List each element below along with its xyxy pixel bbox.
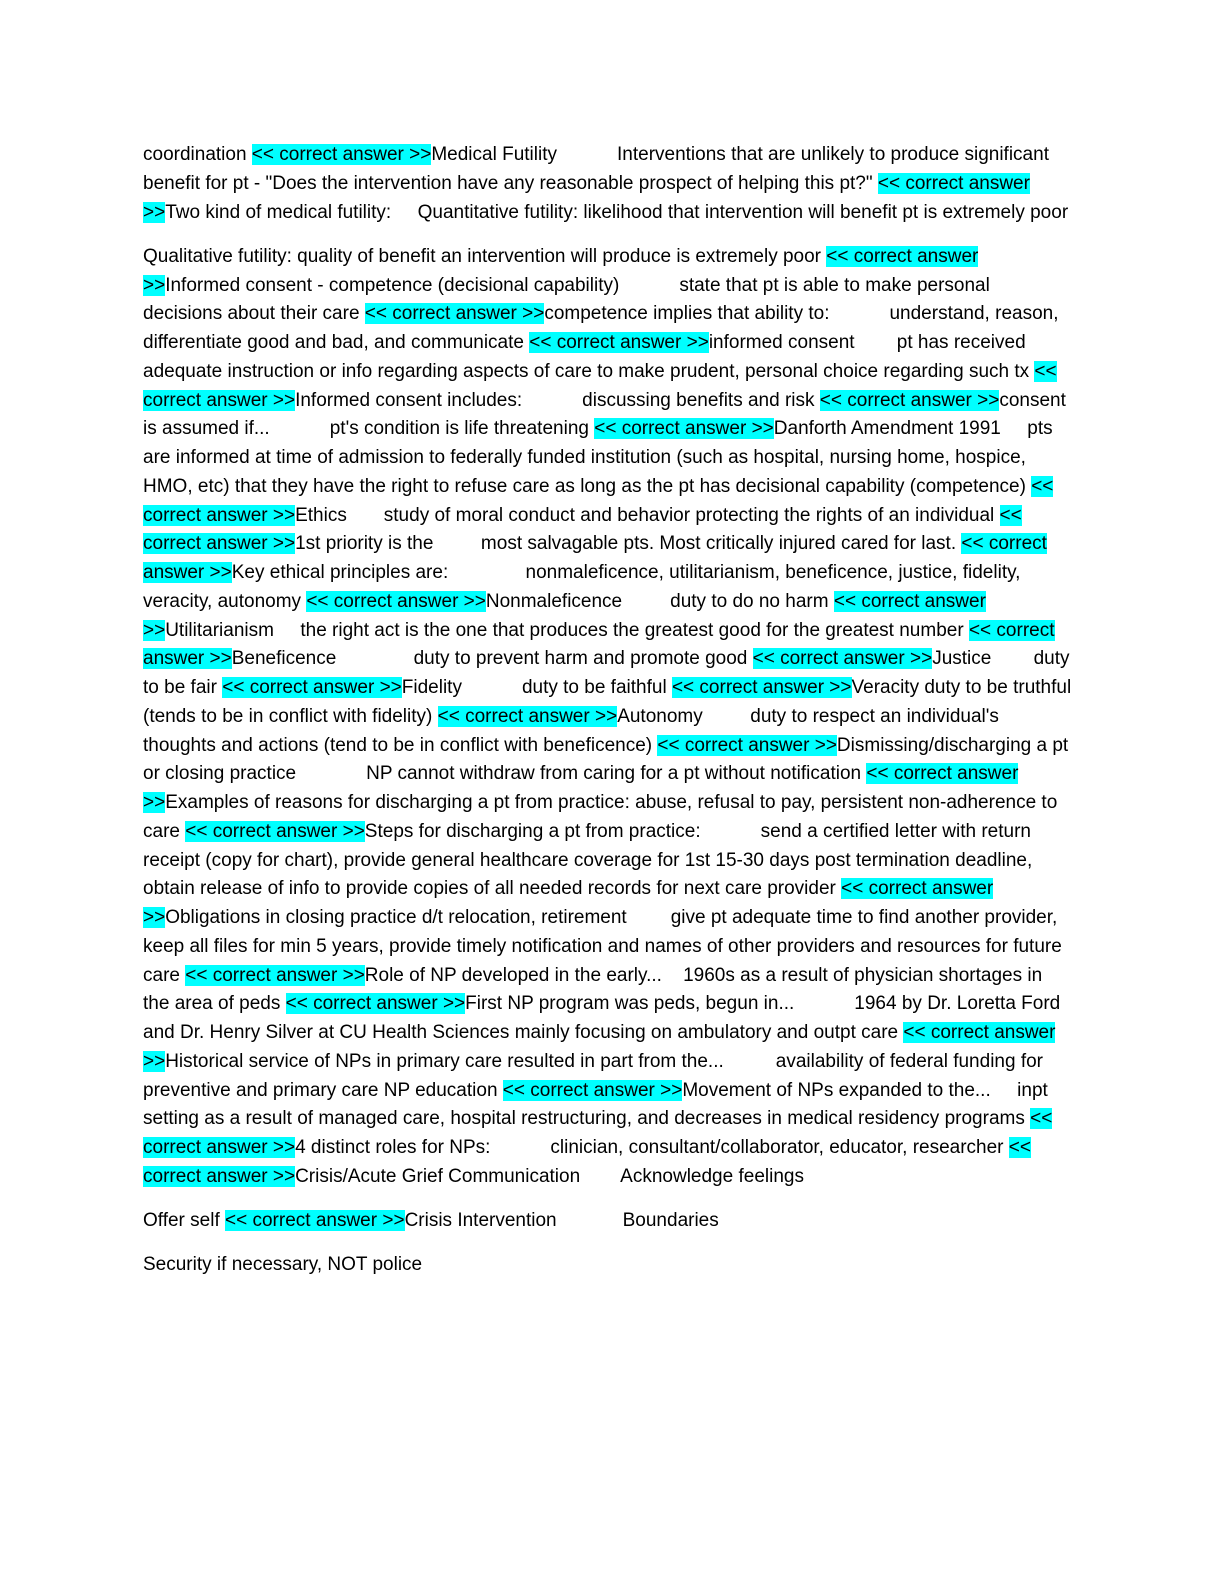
text: Movement of NPs expanded to the... (682, 1079, 991, 1101)
answer-highlight: << correct answer >> (225, 1210, 405, 1231)
answer-highlight: << correct answer >> (143, 172, 1030, 223)
text: Interventions that are unlikely to produce significant benefit for pt - "Does the intervention have any reasonable prospect of helping this pt?" (143, 144, 1049, 194)
answer-highlight: << correct answer >> (657, 734, 837, 756)
text: understand, reason, differentiate good and bad, and communicate (143, 303, 1059, 353)
text: 1964 by Dr. Loretta Ford and Dr. Henry Silver at CU Health Sciences mainly focusing on ambulatory and outpt care (143, 993, 1061, 1043)
document-page (143, 141, 1073, 1296)
answer-highlight: << correct answer >> (594, 418, 774, 440)
answer-highlight: << correct answer >> (222, 677, 402, 698)
text: send a certified letter with return receipt (copy for chart), provide general healthcare coverage for 1st 15-30 days post termination deadline, obtain release of info to provide copies of all needed records for next care provider (143, 820, 1033, 900)
text: Justice (932, 648, 992, 670)
answer-highlight: << correct answer >> (285, 993, 466, 1015)
text: Autonomy (617, 705, 703, 727)
text: availability of federal funding for preventive and primary care NP education (143, 1050, 1043, 1101)
answer-highlight: << correct answer >> (185, 964, 365, 986)
answer-highlight: << correct answer >> (529, 332, 709, 353)
text: state that pt is able to make personal decisions about their care (143, 274, 990, 325)
text: consent is assumed if... (143, 389, 1066, 440)
text: Security if necessary, NOT police (143, 1254, 423, 1276)
text: nonmaleficence, utilitarianism, beneficence, justice, fidelity, veracity, autonomy (143, 562, 1021, 612)
paragraph-1 (143, 141, 1073, 227)
text: pt has received adequate instruction or info regarding aspects of care to make prudent, personal choice regarding such tx (143, 332, 1035, 382)
answer-highlight: << correct answer >> (143, 504, 1022, 555)
text: give pt adequate time to find another provider, keep all files for min 5 years, provide timely notification and names of other providers and resources for future care (143, 907, 1062, 986)
text: 4 distinct roles for NPs: (295, 1137, 491, 1158)
text: Qualitative futility: quality of benefit an intervention will produce is extremely poor (143, 245, 827, 267)
text: duty to be fair (143, 648, 1070, 698)
answer-highlight: << correct answer >> (143, 475, 1054, 526)
text: pt's condition is life threatening (329, 418, 595, 440)
text: the right act is the one that produces the greatest good for the greatest number (300, 619, 969, 641)
text: Steps for discharging a pt from practice: (364, 820, 701, 842)
text: 1st priority is the (295, 533, 434, 555)
text: inpt setting as a result of managed care, hospital restructuring, and decreases in medical residency programs (143, 1079, 1048, 1130)
answer-highlight: << correct answer >> (143, 245, 979, 296)
text: Key ethical principles are: (231, 562, 449, 583)
answer-highlight: << correct answer >> (143, 533, 1047, 583)
answer-highlight: << correct answer >> (143, 360, 1057, 411)
paragraph-4 (143, 1251, 1073, 1280)
text: Role of NP developed in the early... (364, 964, 662, 986)
text: Danforth Amendment 1991 (773, 418, 1001, 440)
text: duty to respect an individual's thoughts and actions (tend to be in conflict with beneficence) (143, 705, 999, 756)
answer-highlight: << correct answer >> (671, 677, 852, 698)
answer-highlight: << correct answer >> (143, 878, 994, 928)
text: coordination (143, 144, 252, 165)
text: Offer self (143, 1210, 226, 1231)
text: Crisis/Acute Grief Communication (295, 1165, 581, 1187)
text: Acknowledge feelings (620, 1165, 804, 1187)
answer-highlight: << correct answer >> (364, 303, 545, 325)
text: Crisis Intervention (404, 1210, 557, 1231)
answer-highlight: << correct answer >> (437, 705, 618, 727)
paragraph-2 (143, 243, 1073, 1192)
answer-highlight: << correct answer >> (143, 1022, 1056, 1072)
text: Dismissing/discharging a pt or closing practice (143, 734, 1069, 785)
text: Obligations in closing practice d/t relocation, retirement (165, 907, 627, 928)
text: duty to prevent harm and promote good (413, 648, 753, 670)
text: most salvagable pts. Most critically injured cared for last. (480, 533, 962, 555)
text: Two kind of medical futility: (165, 201, 392, 223)
answer-highlight: << correct answer >> (143, 763, 1019, 813)
text: First NP program was peds, begun in... (465, 993, 795, 1015)
text: Historical service of NPs in primary care resulted in part from the... (165, 1050, 724, 1072)
text: NP cannot withdraw from caring for a pt without notification (366, 763, 867, 785)
answer-highlight: << correct answer >> (819, 389, 1000, 411)
answer-highlight: << correct answer >> (251, 144, 432, 165)
text: duty to be faithful (521, 677, 672, 698)
text: informed consent (708, 332, 855, 353)
text: Informed consent - competence (decisional capability) (165, 274, 620, 296)
text: Boundaries (622, 1210, 719, 1231)
text: 1960s as a result of physician shortages in the area of peds (143, 964, 1043, 1015)
text: pts are informed at time of admission to federally funded institution (such as hospital, nursing home, hospice, HMO, etc) that they have the right to refuse care as long as the pt has decisional capability (competence) (143, 418, 1053, 497)
text: Fidelity (401, 677, 462, 698)
text: Beneficence (231, 648, 337, 670)
answer-highlight: << correct answer >> (502, 1079, 683, 1101)
text: Medical Futility (431, 144, 557, 165)
text: Utilitarianism (165, 619, 274, 641)
answer-highlight: << correct answer >> (185, 820, 365, 842)
text: discussing benefits and risk (582, 389, 820, 411)
answer-highlight: << correct answer >> (143, 1137, 1031, 1187)
answer-highlight: << correct answer >> (752, 648, 933, 670)
answer-highlight: << correct answer >> (143, 619, 1055, 670)
answer-highlight: << correct answer >> (306, 590, 486, 612)
text: Examples of reasons for discharging a pt from practice: abuse, refusal to pay, persistent non-adherence to care (143, 792, 1058, 842)
answer-highlight: << correct answer >> (143, 1108, 1053, 1158)
text: clinician, consultant/collaborator, educator, researcher (550, 1137, 1009, 1158)
text: Veracity duty to be truthful (tends to be in conflict with fidelity) (143, 677, 1072, 727)
text: Informed consent includes: (295, 389, 523, 411)
text: duty to do no harm (670, 590, 834, 612)
text: Nonmaleficence (485, 590, 623, 612)
answer-highlight: << correct answer >> (143, 590, 986, 641)
text: Ethics (295, 504, 347, 526)
paragraph-3 (143, 1207, 1073, 1236)
text: study of moral conduct and behavior protecting the rights of an individual (383, 504, 1000, 526)
text: competence implies that ability to: (544, 303, 830, 325)
text: Quantitative futility: likelihood that intervention will benefit pt is extremely poor (417, 201, 1069, 223)
